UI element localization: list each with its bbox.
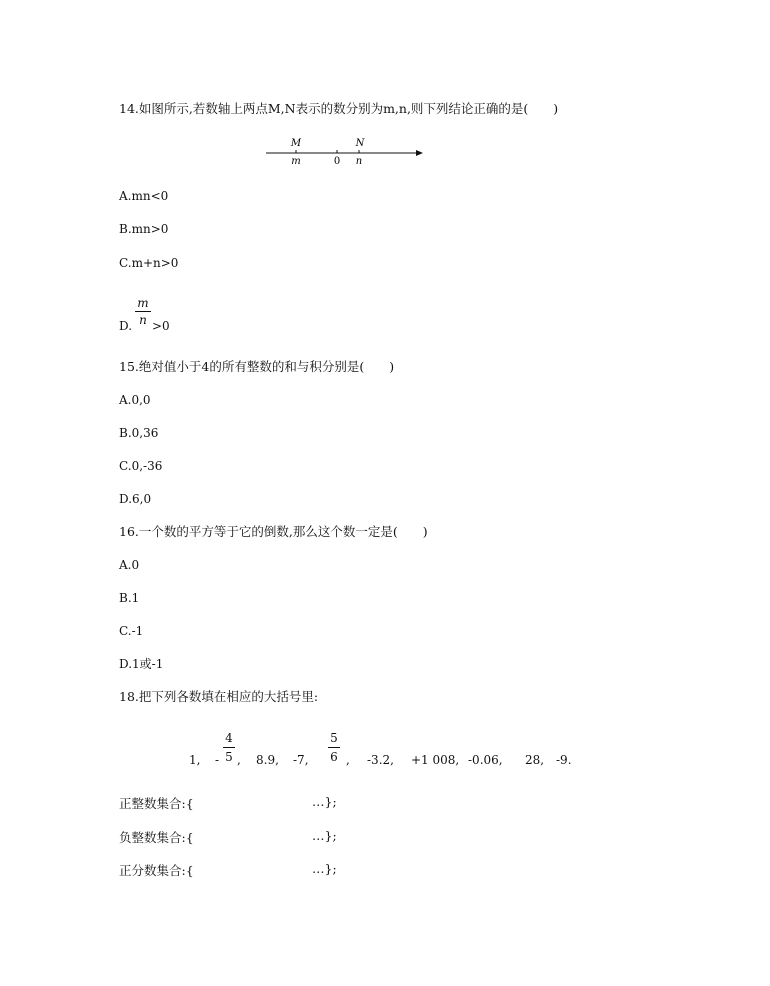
fraction-numerator: 4 <box>225 731 233 745</box>
number-4: -7, <box>293 753 309 767</box>
fraction-bar <box>328 747 340 748</box>
number-6: -3.2, <box>367 753 394 767</box>
fraction-bar <box>135 311 151 312</box>
q14-option-d-prefix: D. <box>119 319 133 333</box>
number-9: 28, <box>525 753 545 767</box>
number-2-sign: - <box>215 753 220 767</box>
set-negative-integers-end: …}; <box>312 828 337 843</box>
fraction-denominator: n <box>139 313 147 327</box>
q16-option-a: A.0 <box>119 558 140 572</box>
q15-option-d: D.6,0 <box>119 492 152 506</box>
number-1: 1, <box>189 753 201 767</box>
q15-option-c: C.0,-36 <box>119 459 163 473</box>
number-7: +1 008, <box>411 753 460 767</box>
fraction-numerator: m <box>137 296 149 310</box>
value-label-n: n <box>355 156 363 167</box>
fraction-bar <box>223 747 235 748</box>
set-positive-integers-label: 正整数集合:{ <box>119 796 194 811</box>
q14-option-d-fraction <box>135 296 151 327</box>
set-positive-integers-end: …}; <box>312 794 337 809</box>
point-label-N: N <box>355 138 365 149</box>
fraction-denominator: 5 <box>225 750 233 764</box>
value-label-m: m <box>291 156 301 167</box>
q16-option-d: D.1或-1 <box>119 657 164 671</box>
number-8: -0.06, <box>468 753 503 767</box>
question-16-title: 16.一个数的平方等于它的倒数,那么这个数一定是( ) <box>119 524 428 539</box>
q15-option-b: B.0,36 <box>119 426 159 440</box>
number-5-fraction <box>328 731 340 764</box>
q16-option-b: B.1 <box>119 591 140 605</box>
question-15-title: 15.绝对值小于4的所有整数的和与积分别是( ) <box>119 359 395 374</box>
point-label-M: M <box>290 138 302 149</box>
q14-option-b: B.mn>0 <box>119 222 169 236</box>
set-positive-fractions-label: 正分数集合:{ <box>119 863 194 878</box>
number-2-comma: , <box>237 753 241 767</box>
number-5-comma: , <box>346 753 350 767</box>
number-10: -9. <box>556 753 572 767</box>
value-label-zero: 0 <box>333 156 341 167</box>
q14-option-c: C.m+n>0 <box>119 256 179 270</box>
question-14-title: 14.如图所示,若数轴上两点M,N表示的数分别为m,n,则下列结论正确的是( ) <box>119 101 559 116</box>
set-positive-fractions-end: …}; <box>312 861 337 876</box>
number-line-figure <box>260 133 425 167</box>
q16-option-c: C.-1 <box>119 624 144 638</box>
q14-option-d-suffix: >0 <box>152 319 170 333</box>
number-line-arrow-icon <box>416 150 423 156</box>
set-negative-integers-label: 负整数集合:{ <box>119 830 194 845</box>
question-18-title: 18.把下列各数填在相应的大括号里: <box>119 689 319 704</box>
fraction-numerator: 5 <box>330 731 338 745</box>
number-3: 8.9, <box>256 753 279 767</box>
q15-option-a: A.0,0 <box>119 393 151 407</box>
number-2-fraction <box>223 731 235 764</box>
fraction-denominator: 6 <box>330 750 338 764</box>
q14-option-a: A.mn<0 <box>119 189 169 203</box>
